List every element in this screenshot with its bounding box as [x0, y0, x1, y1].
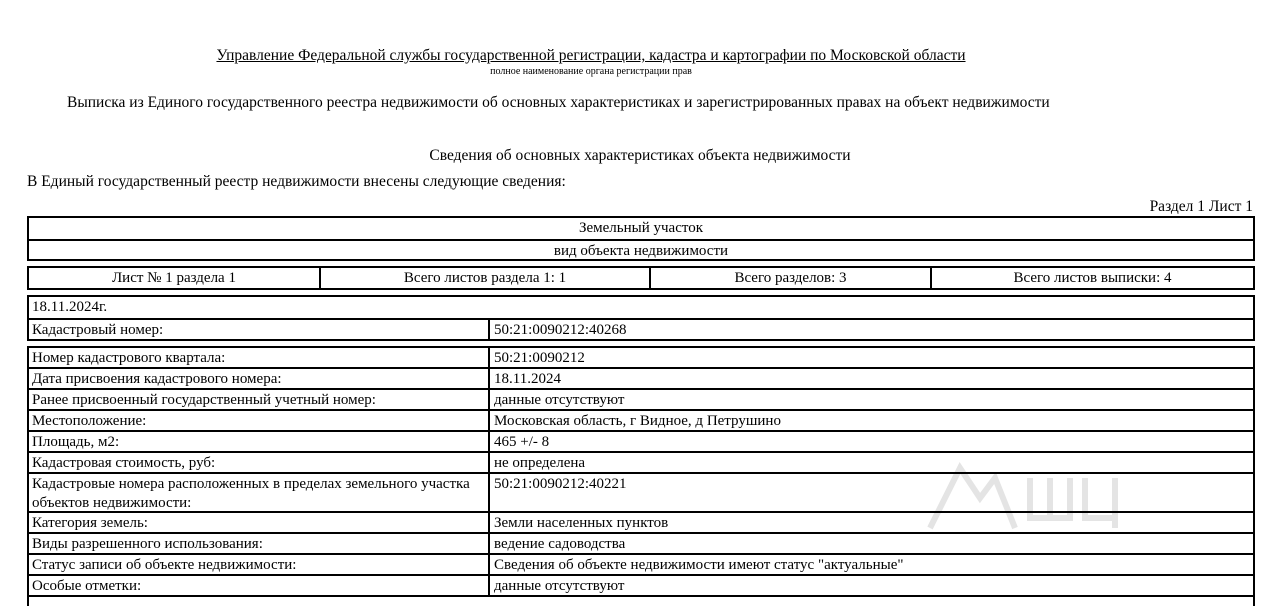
table-row — [29, 348, 1253, 369]
row-label: Статус записи об объекте недвижимости: — [29, 555, 490, 574]
row-value: Сведения об объекте недвижимости имеют статус "актуальные" — [494, 557, 904, 573]
row-value: данные отсутствуют — [494, 578, 625, 594]
cadastral-number-label: Кадастровый номер: — [29, 320, 490, 341]
document-title: Выписка из Единого государственного реестра недвижимости об основных характеристиках и зарегистрированных правах на объект недвижимости — [67, 94, 1050, 111]
table-row — [29, 411, 1253, 432]
row-label: Особые отметки: — [29, 576, 490, 595]
row-value: 18.11.2024 — [494, 371, 561, 387]
sheet-number: Лист № 1 раздела 1 — [29, 268, 321, 288]
row-value: 50:21:0090212:40221 — [494, 476, 627, 492]
registration-authority: Управление Федеральной службы государственной регистрации, кадастра и картографии по Московской области — [216, 47, 966, 64]
section-sheet-reference: Раздел 1 Лист 1 — [1149, 198, 1253, 215]
row-value: 465 +/- 8 — [494, 434, 550, 450]
row-label: Местоположение: — [29, 411, 490, 430]
section-heading: Сведения об основных характеристиках объекта недвижимости — [429, 147, 851, 164]
sheet-info-table — [27, 266, 1255, 290]
row-label: Виды разрешенного использования: — [29, 534, 490, 553]
sections-total: Всего разделов: 3 — [651, 268, 932, 288]
extract-sheets-total: Всего листов выписки: 4 — [1013, 270, 1172, 286]
row-label: Площадь, м2: — [29, 432, 490, 451]
row-label: Номер кадастрового квартала: — [29, 348, 490, 367]
table-row — [29, 576, 1253, 597]
row-value: Земли населенных пунктов — [494, 515, 669, 531]
intro-text: В Единый государственный реестр недвижимости внесены следующие сведения: — [27, 173, 566, 190]
row-label: Кадастровая стоимость, руб: — [29, 453, 490, 472]
table-row — [29, 390, 1253, 411]
row-value: ведение садоводства — [494, 536, 626, 552]
row-label: Кадастровые номера расположенных в пределах земельного участка объектов недвижимости: — [29, 474, 490, 511]
cadastral-header-table — [27, 295, 1255, 341]
cadastral-number-value: 50:21:0090212:40268 — [494, 322, 627, 338]
cian-logo-watermark-icon — [920, 448, 1140, 538]
row-label: Ранее присвоенный государственный учетный номер: — [29, 390, 490, 409]
authority-caption: полное наименование органа регистрации прав — [490, 66, 692, 77]
row-value: 50:21:0090212 — [494, 350, 585, 366]
section-sheets-total: Всего листов раздела 1: 1 — [321, 268, 651, 288]
row-value: Московская область, г Видное, д Петрушино — [494, 413, 781, 429]
row-value: не определена — [494, 455, 586, 471]
row-label: Дата присвоения кадастрового номера: — [29, 369, 490, 388]
row-label: Категория земель: — [29, 513, 490, 532]
table-row — [29, 369, 1253, 390]
object-type-table — [27, 216, 1255, 261]
table-row — [29, 555, 1253, 576]
cadastral-number-row — [29, 320, 1253, 341]
extract-date: 18.11.2024г. — [29, 297, 1253, 320]
object-type: Земельный участок — [578, 220, 704, 236]
object-type-caption: вид объекта недвижимости — [29, 239, 1253, 262]
row-value: данные отсутствуют — [494, 392, 625, 408]
